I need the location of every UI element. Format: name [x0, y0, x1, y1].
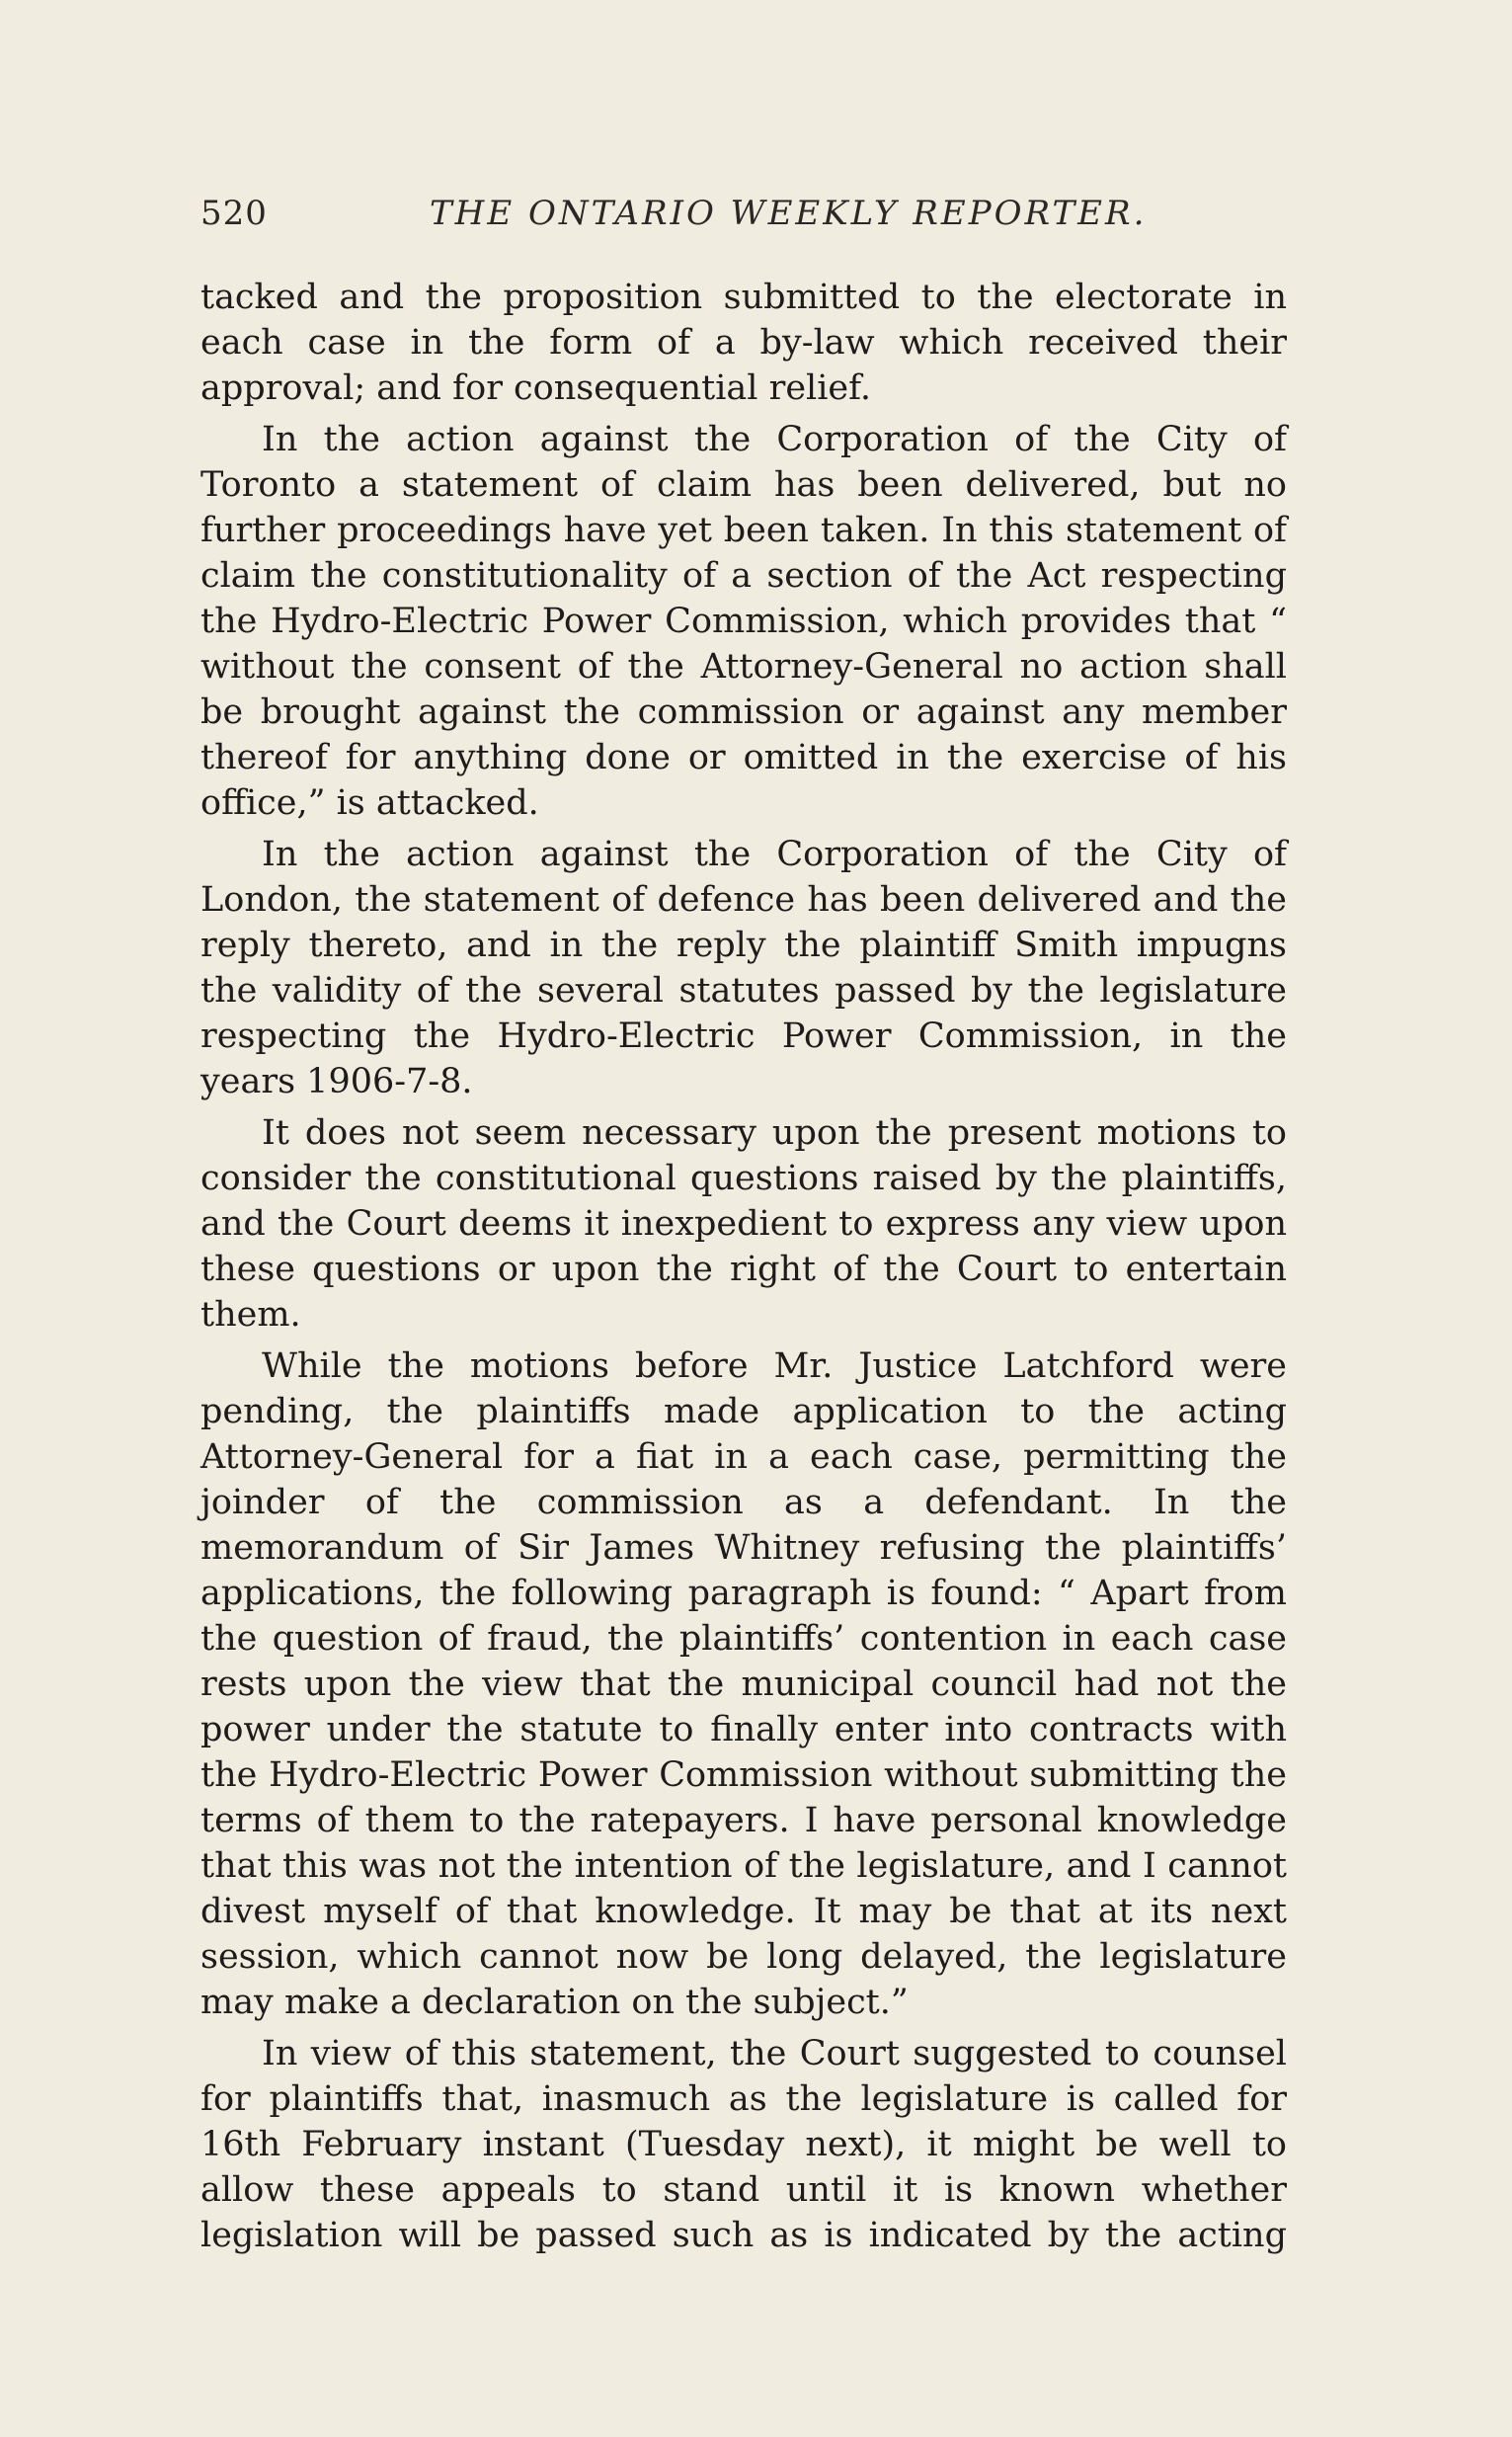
paragraph-whitney-memorandum: While the motions before Mr. Justice Latchford were pending, the plaintiffs made application to the acting Attorney-General for a fiat in a each case, permitting the joinder of the commission as a defendant. In the memorandum of Sir James Whitney refusing the plaintiffs’ applications, the following paragraph is found: “ Apart from the question of fraud, the plaintiffs’ contention in each case rests upon the view that the municipal council had not the power under the statute to finally enter into contracts with the Hydro-Electric Power Commission without submitting the terms of them to the ratepayers. I have personal knowledge that this was not the intention of the legislature, and I cannot divest myself of that knowledge. It may be that at its next session, which cannot now be long delayed, the legislature may make a declaration on the subject.”: [200, 1346, 1287, 2022]
paragraph-constitutional-questions: It does not seem necessary upon the present motions to consider the constitutional questions raised by the plaintiffs, and the Court deems it inexpedient to express any view upon these questions or upon the right of the Court to entertain them.: [200, 1113, 1287, 1335]
page-number: 520: [200, 194, 268, 233]
paragraph-london-action: In the action against the Corporation of the City of London, the statement of defence has been delivered and the reply thereto, and in the reply the plaintiff Smith impugns the validity of the several statutes passed by the legislature respecting the Hydro-Electric Power Commission, in the years 1906-7-8.: [200, 835, 1287, 1101]
paragraph-court-suggestion: In view of this statement, the Court suggested to counsel for plaintiffs that, inasmuch as the legislature is called for 16th February instant (Tuesday next), it might be well to allow these appeals to stand until it is known whether legislation will be passed such as is indicated by the acting: [200, 2034, 1287, 2255]
page-header: [200, 194, 1287, 241]
paragraph-continuation: tacked and the proposition submitted to the electorate in each case in the form of a by-law which received their approval; and for consequential relief.: [200, 278, 1287, 408]
body-text: [200, 275, 1287, 2264]
running-title: THE ONTARIO WEEKLY REPORTER.: [430, 194, 1148, 233]
paragraph-toronto-action: In the action against the Corporation of the City of Toronto a statement of claim has been delivered, but no further proceedings have yet been taken. In this statement of claim the constitutionality of a section of the Act respecting the Hydro-Electric Power Commission, which provides that “ without the consent of the Attorney-General no action shall be brought against the commission or against any member thereof for anything done or omitted in the exercise of his office,” is attacked.: [200, 420, 1287, 823]
